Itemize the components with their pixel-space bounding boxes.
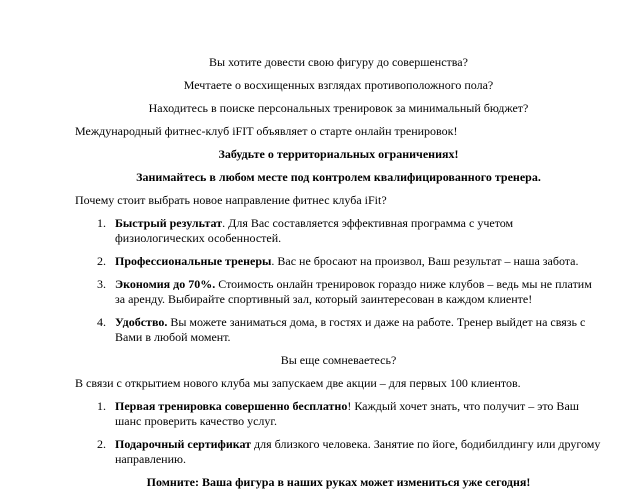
list-number: 2. <box>97 437 106 451</box>
benefits-list <box>75 216 602 345</box>
benefit-rest: . Вас не бросают на произвол, Ваш результат – наша забота. <box>271 254 579 268</box>
promo-text <box>115 399 602 429</box>
promo-rest: для близкого человека. Занятие по йоге, бодибилдингу или другому направлению. <box>115 437 601 466</box>
promo-rest: ! Каждый хочет знать, что получит – это Ваш шанс проверить качество услуг. <box>115 399 580 428</box>
intro-question-3: Находитесь в поиске персональных тренировок за минимальный бюджет? <box>148 101 529 115</box>
list-number: 1. <box>97 399 106 413</box>
promo-intro-paragraph: В связи с открытием нового клуба мы запускаем две акции – для первых 100 клиентов. <box>75 376 521 390</box>
benefit-text <box>115 315 602 345</box>
intro-question-1: Вы хотите довести свою фигуру до совершенства? <box>209 55 468 69</box>
promos-list <box>75 399 602 467</box>
list-number: 2. <box>97 254 106 268</box>
why-choose-paragraph: Почему стоит выбрать новое направление фитнес клуба iFit? <box>75 193 387 207</box>
promo-lead: Первая тренировка совершенно бесплатно <box>115 399 348 413</box>
benefit-lead: Быстрый результат <box>115 216 223 230</box>
promo-item-2 <box>75 437 602 467</box>
reminder-paragraph: Помните: Ваша фигура в наших руках может измениться уже сегодня! <box>146 475 531 489</box>
list-number: 1. <box>97 216 106 230</box>
list-number: 3. <box>97 277 106 291</box>
slogan-territorial: Забудьте о территориальных ограничениях! <box>218 147 459 161</box>
benefit-rest: . Для Вас составляется эффективная программа с учетом физиологических особенностей. <box>115 216 514 245</box>
promo-item-1 <box>75 399 602 429</box>
benefit-text <box>115 254 602 269</box>
benefit-text <box>115 216 602 246</box>
list-number: 4. <box>97 315 106 329</box>
benefit-rest: Вы можете заниматься дома, в гостях и даже на работе. Тренер выйдет на связь с Вами в любой момент. <box>115 315 586 344</box>
benefit-text <box>115 277 602 307</box>
benefit-item-2 <box>75 254 602 269</box>
intro-question-2: Мечтаете о восхищенных взглядах противоположного пола? <box>183 78 494 92</box>
benefit-lead: Удобство. <box>115 315 168 329</box>
benefit-item-1 <box>75 216 602 246</box>
promo-lead: Подарочный сертификат <box>115 437 252 451</box>
promo-text <box>115 437 602 467</box>
slogan-anywhere: Занимайтесь в любом месте под контролем квалифицированного тренера. <box>136 170 541 184</box>
benefit-item-3 <box>75 277 602 307</box>
announcement-paragraph: Международный фитнес-клуб iFIT объявляет о старте онлайн тренировок! <box>75 124 458 138</box>
benefit-item-4 <box>75 315 602 345</box>
benefit-lead: Профессиональные тренеры <box>115 254 272 268</box>
benefit-rest: Стоимость онлайн тренировок гораздо ниже клубов – ведь мы не платим за аренду. Выбирайте спортивный зал, который заинтересован в каждом клиенте! <box>115 277 592 306</box>
benefit-lead: Экономия до 70%. <box>115 277 216 291</box>
doubt-paragraph: Вы еще сомневаетесь? <box>280 353 397 367</box>
